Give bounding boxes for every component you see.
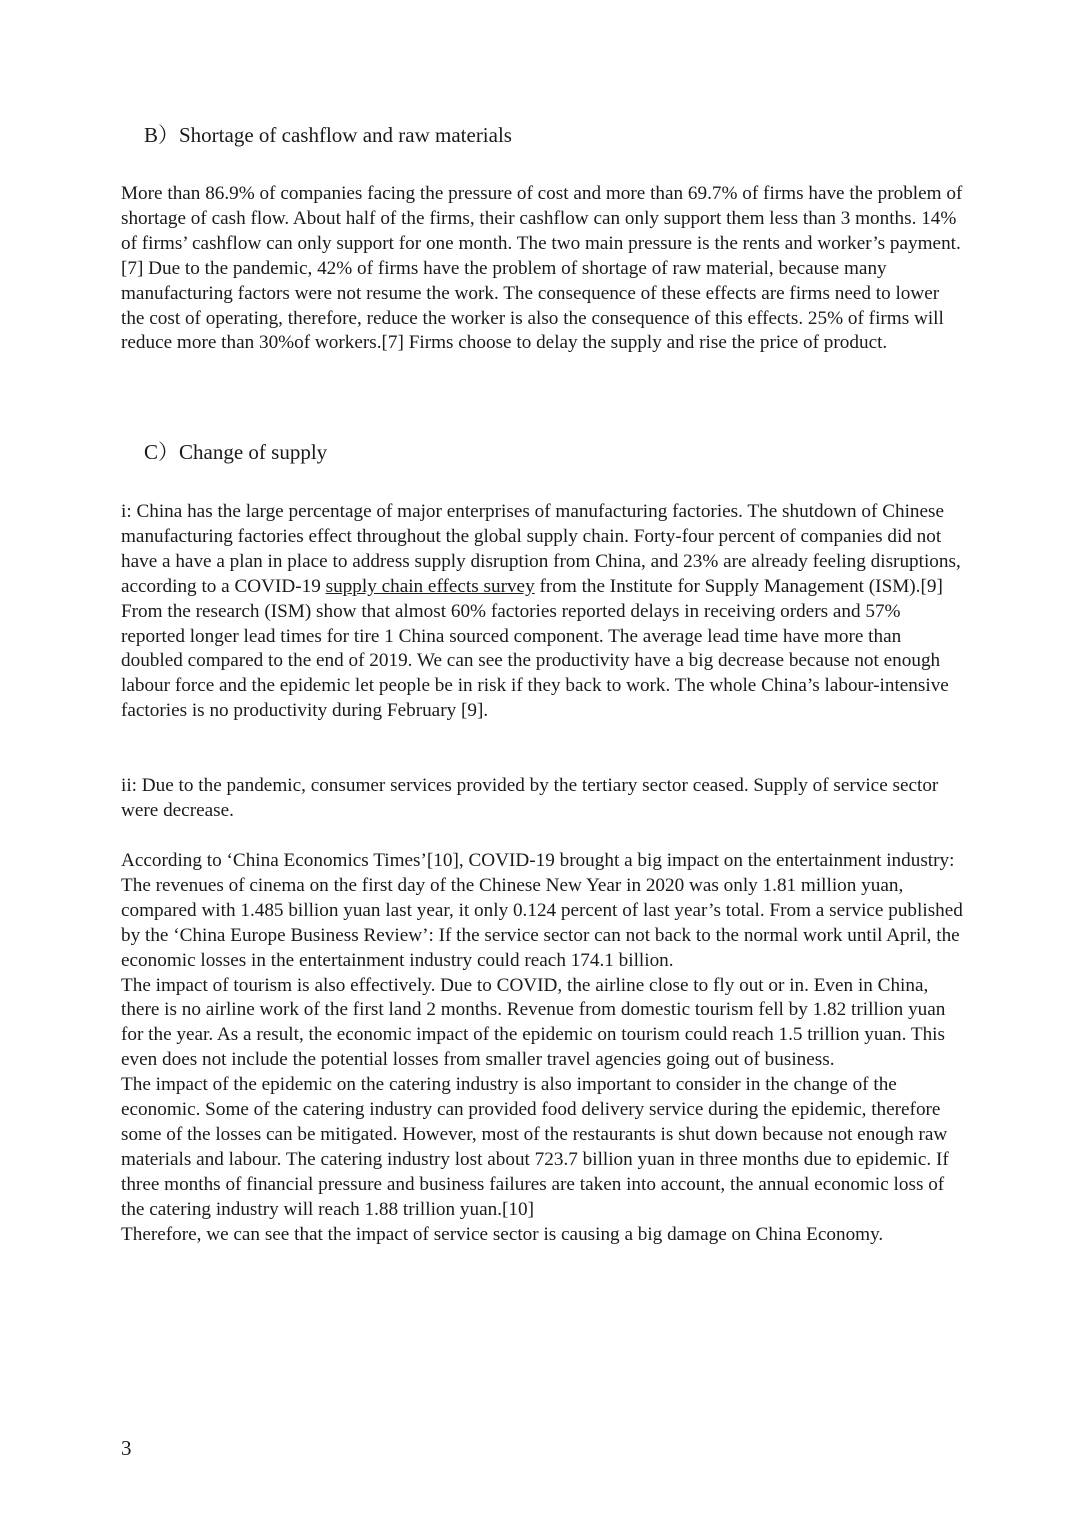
paragraph-tourism: The impact of tourism is also effectively. Due to COVID, the airline close to fly out or in. Even in China, there is no airline work of the first land 2 months. Revenue from domestic tourism fell by 1.82 trillion yuan for the year. As a result, the economic impact of the epidemic on tourism could reach 1.5 trillion yuan. This even does not include the potential losses from smaller travel agencies going out of business.: [121, 974, 946, 1071]
section-c-body: [121, 500, 966, 724]
supply-chain-survey-link[interactable]: supply chain effects survey: [325, 575, 535, 597]
paragraph-catering: The impact of the epidemic on the catering industry is also important to consider in the change of the economic. Some of the catering industry can provided food delivery service during the epidemic, therefore some of the losses can be mitigated. However, most of the restaurants is shut down because not enough raw materials and labour. The catering industry lost about 723.7 billion yuan in three months due to epidemic. If three months of financial pressure and business failures are taken into account, the annual economic loss of the catering industry will reach 1.88 trillion yuan.[10]: [121, 1074, 949, 1220]
paragraph-ii: ii: Due to the pandemic, consumer services provided by the tertiary sector ceased. Supply of service sector were decrease.: [121, 775, 939, 821]
paragraph-i: [121, 500, 966, 724]
paragraph-cinema: The revenues of cinema on the first day of the Chinese New Year in 2020 was only 1.81 million yuan, compared with 1.485 billion yuan last year, it only 0.124 percent of last year’s total. From a service published by the ‘China Europe Business Review’: If the service sector can not back to the normal work until April, the economic losses in the entertainment industry could reach 174.1 billion.: [121, 874, 963, 971]
section-b-heading: B）Shortage of cashflow and raw materials: [144, 123, 512, 147]
paragraph-intro: According to ‘China Economics Times’[10], COVID-19 brought a big impact on the entertainment industry:: [121, 850, 955, 871]
section-c-heading: C）Change of supply: [144, 440, 328, 464]
paragraph-conclusion: Therefore, we can see that the impact of service sector is causing a big damage on China Economy.: [121, 1223, 884, 1245]
section-c-impacts: [121, 849, 966, 1248]
section-b-paragraph: More than 86.9% of companies facing the pressure of cost and more than 69.7% of firms have the problem of shortage of cash flow. About half of the firms, their cashflow can only support them less than 3 months. 14% of firms’ cashflow can only support for one month. The two main pressure is the rents and worker’s payment. [7] Due to the pandemic, 42% of firms have the problem of shortage of raw material, because many manufacturing factors were not resume the work. The consequence of these effects are firms need to lower the cost of operating, therefore, reduce the worker is also the consequence of this effects. 25% of firms will reduce more than 30%of workers.[7] Firms choose to delay the supply and rise the price of product.: [121, 183, 963, 354]
paragraph-i-text-start: i: China has the large percentage of major enterprises of manufacturing factories. The shutdown of Chinese manufacturing factories effect throughout the global supply chain. Forty-four percent of companies did not have a have a plan in place to address supply disruption from China, and 23% are already feeling disruptions, according to a COVID-19: [121, 501, 961, 597]
section-c-services: [121, 774, 966, 824]
page-number: 3: [121, 1436, 132, 1460]
section-b-body: [121, 182, 966, 356]
paragraph-i-text-end: from the Institute for Supply Management (ISM).[9] From the research (ISM) show that almost 60% factories reported delays in receiving orders and 57% reported longer lead times for tire 1 China sourced component. The average lead time have more than doubled compared to the end of 2019. We can see the productivity have a big decrease because not enough labour force and the epidemic let people be in risk if they back to work. The whole China’s labour-intensive factories is no productivity during February [9].: [121, 575, 949, 722]
